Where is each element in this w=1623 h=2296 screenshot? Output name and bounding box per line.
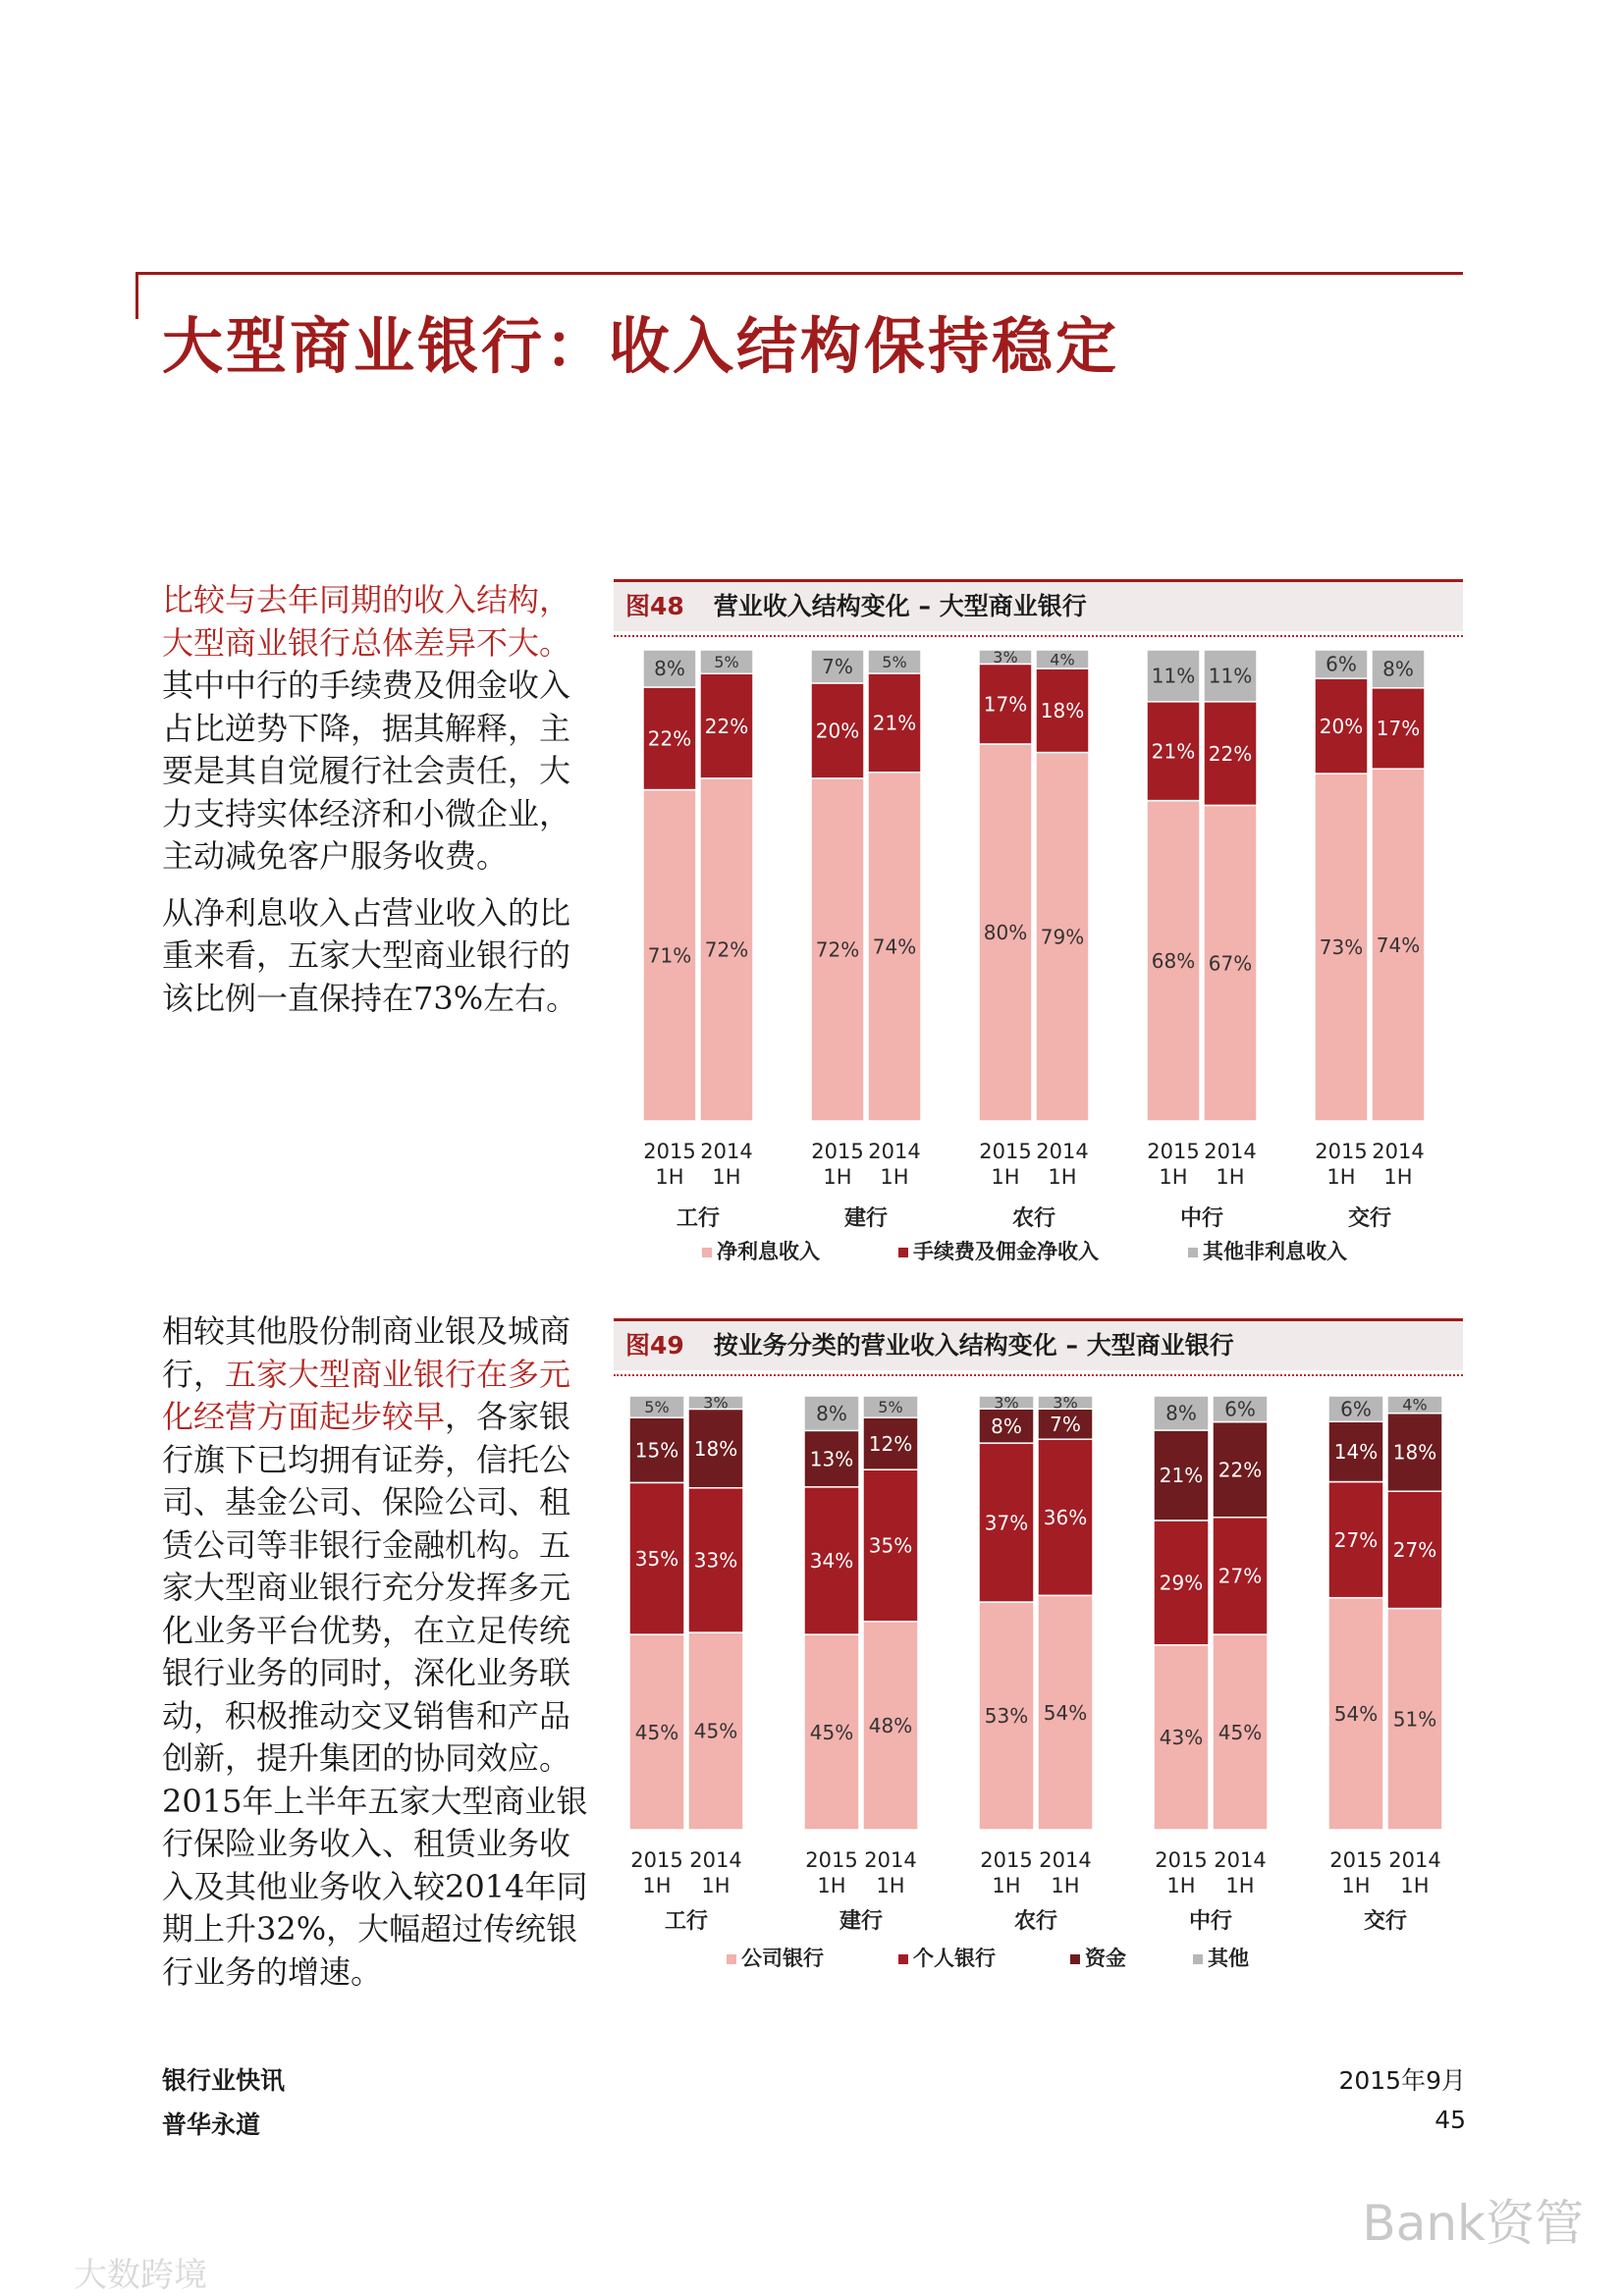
group-label: 交行 [1347,1206,1392,1231]
data-label: 5% [714,652,739,671]
data-label: 8% [991,1414,1022,1438]
data-label: 20% [1319,714,1364,738]
bar-tick-label-period: 1H [1326,1165,1356,1189]
figure-49-title: 按业务分类的营业收入结构变化 – 大型商业银行 [713,1331,1234,1360]
data-label: 43% [1159,1726,1204,1750]
data-label: 53% [984,1704,1029,1729]
data-label: 72% [815,937,860,962]
bar-tick-label-period: 1H [1225,1874,1255,1897]
data-label: 8% [1382,657,1414,681]
paragraph-1-text: 其中中行的手续费及佣金收入占比逆势下降，据其解释，主要是其自觉履行社会责任，大力支持实体经济和小微企业，主动减免客户服务收费。 [162,667,571,875]
legend-swatch [1188,1248,1198,1257]
data-label: 3% [703,1393,729,1413]
data-label: 34% [809,1549,854,1574]
bar-tick-label-period: 1H [992,1874,1021,1897]
data-label: 22% [1217,1458,1263,1482]
data-label: 22% [1208,741,1253,766]
data-label: 72% [704,937,749,962]
paragraph-block-1 [162,579,594,1020]
data-label: 18% [693,1436,738,1461]
figure-49-title-bar [614,1318,1463,1370]
watermark-dashu: 大数跨境 [74,2256,207,2295]
data-label: 54% [1333,1702,1379,1727]
bar-tick-label-period: 1H [823,1165,852,1189]
bar-tick-label-year: 2014 [1204,1140,1257,1163]
watermark-bank: Bank资管 [1362,2195,1584,2252]
bar-tick-label-year: 2015 [805,1848,858,1872]
data-label: 27% [1217,1564,1263,1588]
data-label: 71% [647,943,692,968]
data-label: 48% [868,1714,913,1738]
bar-tick-label-year: 2014 [1036,1140,1089,1163]
data-label: 7% [1050,1412,1081,1436]
data-label: 54% [1043,1700,1088,1725]
bar-tick-label-period: 1H [1166,1874,1196,1897]
data-label: 18% [1040,698,1085,722]
data-label: 21% [1159,1464,1204,1488]
data-label: 8% [654,657,685,681]
figure-48-divider [614,635,1463,637]
data-label: 6% [1325,652,1357,676]
legend-swatch [702,1248,712,1257]
legend-swatch [898,1248,908,1257]
data-label: 22% [704,714,749,738]
data-label: 17% [983,692,1028,717]
data-label: 12% [868,1431,913,1456]
data-label: 27% [1333,1527,1379,1552]
bar-tick-label-period: 1H [1383,1165,1413,1189]
data-label: 3% [1053,1393,1078,1413]
bar-tick-label-year: 2015 [1329,1848,1382,1872]
group-label: 工行 [676,1206,721,1231]
group-label: 交行 [1363,1909,1408,1934]
bar-tick-label-period: 1H [991,1165,1020,1189]
data-label: 18% [1392,1440,1437,1465]
bar-tick-label-year: 2015 [1147,1140,1200,1163]
page-title: 大型商业银行：收入结构保持稳定 [162,310,1120,382]
data-label: 74% [872,934,917,959]
data-label: 79% [1040,925,1085,949]
data-label: 14% [1333,1440,1379,1465]
data-label: 45% [693,1719,738,1743]
data-label: 11% [1151,664,1196,688]
data-label: 80% [983,921,1028,945]
paragraph-3-highlight: 五家大型商业银行在多元化经营方面起步较早 [162,1355,571,1435]
bar-tick-label-year: 2015 [643,1140,696,1163]
data-label: 5% [878,1397,903,1416]
figure-49-number: 图49 [625,1331,684,1360]
bar-tick-label-year: 2015 [630,1848,683,1872]
footer-page-number: 45 [1434,2106,1466,2134]
group-label: 工行 [664,1909,709,1934]
figure-48-title: 营业收入结构变化 – 大型商业银行 [713,592,1087,620]
bar-tick-label-period: 1H [1216,1165,1245,1189]
data-label: 35% [868,1533,913,1558]
bar-tick-label-period: 1H [712,1165,741,1189]
bar-tick-label-year: 2015 [1155,1848,1208,1872]
bar-tick-label-year: 2015 [811,1140,864,1163]
data-label: 36% [1043,1505,1088,1529]
paragraph-3-text-end: ，各家银行旗下已均拥有证券，信托公司、基金公司、保险公司、租赁公司等非银行金融机构。五家大型商业银行充分发挥多元化业务平台优势，在立足传统银行业务的同时，深化业务联动，积极推动交叉销售和产品创新，提升集团的协同效应。2015年上半年五家大型商业银行保险业务收入、租赁业务收入及其他业务收入较2014年同期上升32%，大幅超过传统银行业务的增速。 [162,1398,588,1991]
data-label: 5% [882,652,907,671]
bar-tick-label-year: 2014 [689,1848,742,1872]
bar-tick-label-year: 2015 [1315,1140,1368,1163]
data-label: 68% [1151,949,1196,973]
data-label: 27% [1392,1538,1437,1563]
figure-48-number: 图48 [625,592,684,620]
data-label: 15% [634,1438,679,1463]
paragraph-1-highlight: 比较与去年同期的收入结构，大型商业银行总体差异不大。 [162,581,571,662]
bar-tick-label-year: 2014 [1388,1848,1441,1872]
bar-tick-label-period: 1H [655,1165,684,1189]
figure-49-chart [614,1376,1463,2004]
bar-tick-label-year: 2014 [1372,1140,1425,1163]
data-label: 22% [647,726,692,751]
data-label: 3% [994,1393,1019,1413]
bar-tick-label-period: 1H [1159,1165,1188,1189]
data-label: 11% [1208,664,1253,688]
data-label: 6% [1224,1397,1256,1421]
bar-tick-label-year: 2014 [700,1140,753,1163]
data-label: 37% [984,1511,1029,1535]
bar-tick-label-period: 1H [1400,1874,1430,1897]
data-label: 67% [1208,951,1253,976]
paragraph-block-2 [162,1310,594,1994]
data-label: 29% [1159,1571,1204,1595]
legend-swatch [727,1954,736,1964]
group-label: 农行 [1013,1909,1058,1934]
data-label: 5% [644,1397,670,1416]
legend-label: 个人银行 [913,1947,996,1970]
bar-tick-label-period: 1H [880,1165,909,1189]
bar-tick-label-period: 1H [642,1874,672,1897]
data-label: 45% [809,1720,854,1744]
data-label: 17% [1376,717,1421,741]
footer-company: 普华永道 [162,2110,261,2139]
legend-label: 净利息收入 [717,1240,820,1263]
legend-label: 公司银行 [741,1947,824,1970]
data-label: 4% [1050,650,1075,669]
data-label: 74% [1376,933,1421,957]
data-label: 21% [1151,739,1196,764]
bar-tick-label-year: 2014 [1039,1848,1092,1872]
data-label: 6% [1340,1397,1372,1421]
legend-swatch [1193,1954,1203,1964]
data-label: 4% [1402,1395,1428,1415]
footer-publication: 银行业快讯 [162,2066,286,2095]
bar-tick-label-year: 2014 [868,1140,921,1163]
data-label: 73% [1319,935,1364,960]
figure-48-title-bar [614,579,1463,631]
data-label: 8% [816,1401,847,1425]
data-label: 21% [872,711,917,735]
legend-label: 其他非利息收入 [1203,1240,1347,1263]
footer-date: 2015年9月 [1338,2066,1466,2095]
bar-tick-label-year: 2015 [980,1848,1033,1872]
data-label: 35% [634,1546,679,1571]
data-label: 13% [809,1447,854,1471]
bar-tick-label-year: 2014 [864,1848,917,1872]
bar-tick-label-period: 1H [817,1874,846,1897]
bar-tick-label-year: 2015 [979,1140,1032,1163]
group-label: 建行 [843,1206,889,1231]
data-label: 45% [1217,1720,1263,1744]
data-label: 45% [634,1720,679,1744]
bar-tick-label-period: 1H [876,1874,905,1897]
data-label: 33% [693,1548,738,1573]
bar-tick-label-year: 2014 [1214,1848,1267,1872]
legend-label: 资金 [1085,1947,1126,1970]
data-label: 51% [1392,1707,1437,1732]
legend-label: 手续费及佣金净收入 [913,1240,1099,1263]
data-label: 8% [1165,1401,1197,1425]
data-label: 3% [993,647,1018,667]
group-label: 建行 [839,1909,884,1934]
title-frame-top [135,272,1463,275]
figure-48-chart [614,638,1463,1286]
bar-tick-label-period: 1H [1341,1874,1371,1897]
group-label: 农行 [1011,1206,1056,1231]
paragraph-3-text-start: 相较其他股份制商业银及城商行， [162,1312,571,1393]
data-label: 7% [822,655,853,679]
legend-swatch [1070,1954,1080,1964]
bar-tick-label-period: 1H [701,1874,730,1897]
data-label: 20% [815,719,860,743]
group-label: 中行 [1188,1909,1233,1934]
bar-tick-label-period: 1H [1048,1165,1077,1189]
group-label: 中行 [1179,1206,1224,1231]
bar-tick-label-period: 1H [1051,1874,1080,1897]
title-frame-left [135,272,138,319]
paragraph-2-text: 从净利息收入占营业收入的比重来看，五家大型商业银行的该比例一直保持在73%左右。 [162,893,578,1017]
legend-label: 其他 [1208,1947,1249,1970]
legend-swatch [898,1954,908,1964]
